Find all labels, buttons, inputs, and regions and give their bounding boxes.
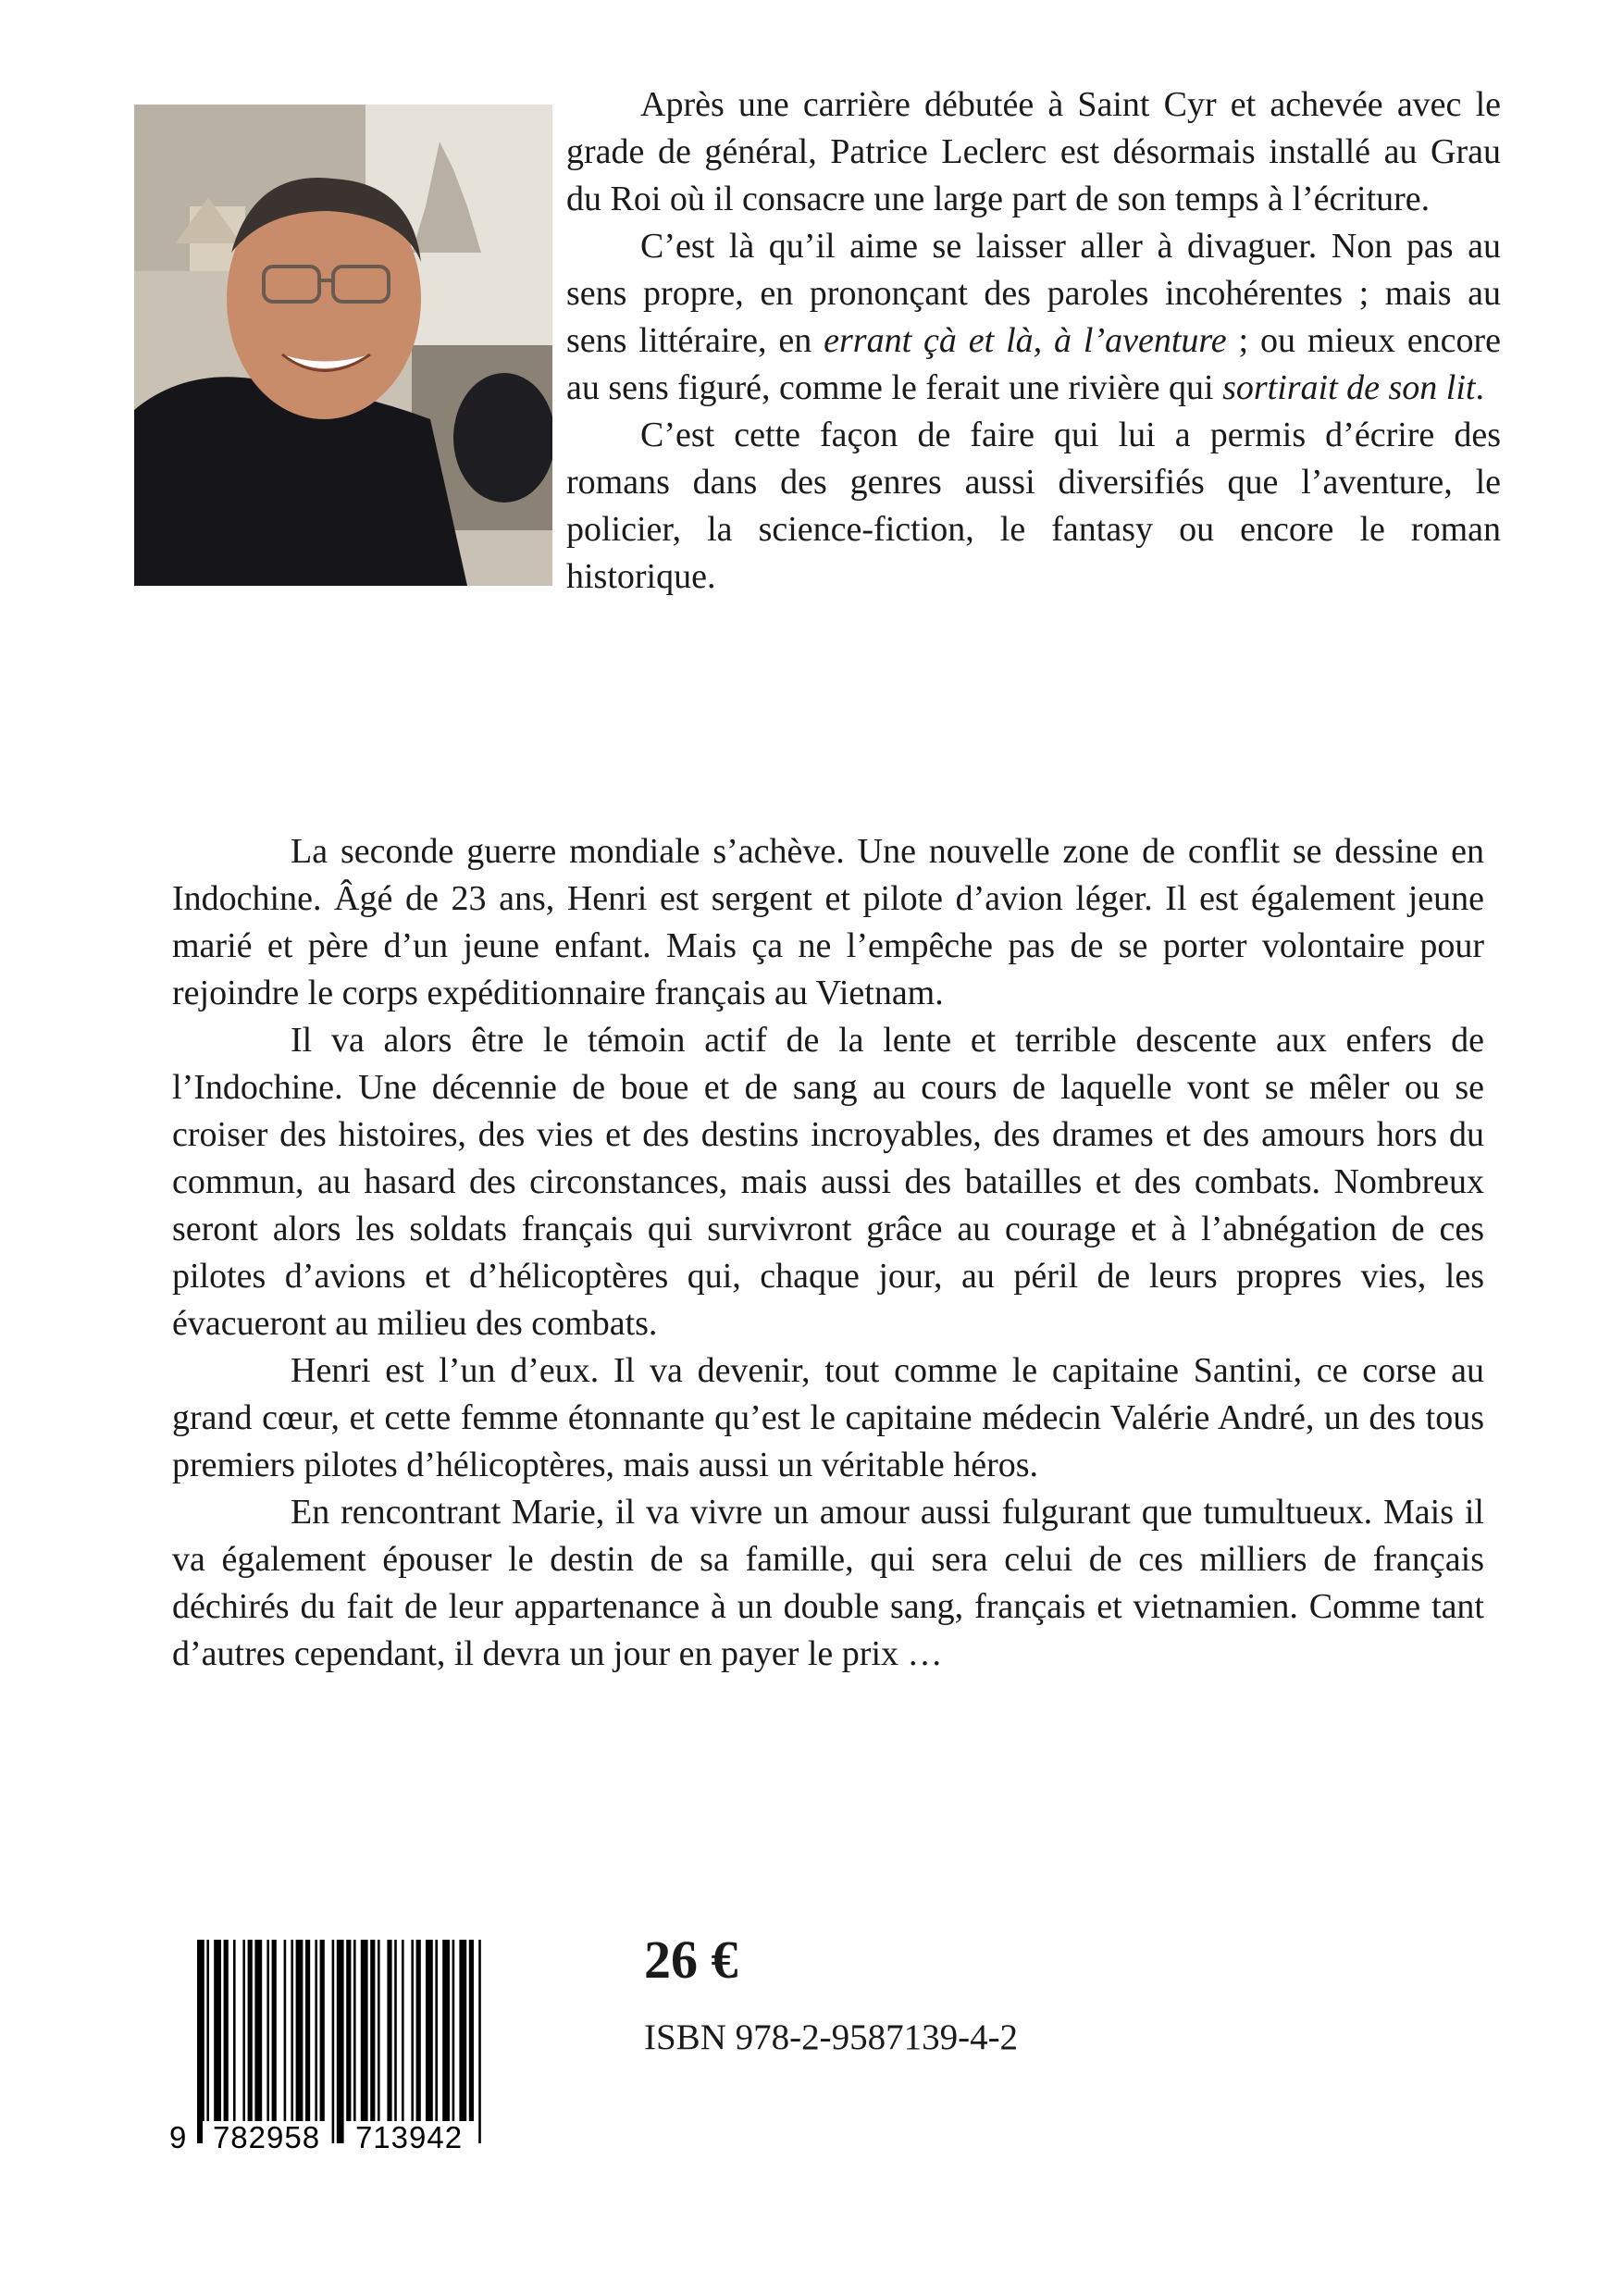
barcode-bar xyxy=(346,1940,351,2121)
barcode-bar xyxy=(224,1940,229,2121)
synopsis-paragraph: En rencontrant Marie, il va vivre un amour aussi fulgurant que tumultueux. Mais il va également épouser le destin de sa famille, qui sera celui de ces milliers de français déchirés du fait de leur appartenance à un double sang, français et vietnamien. Comme tant d’autres cependant, il devra un jour en payer le prix … xyxy=(172,1493,1484,1673)
bio-text: ; ou mieux encore au sens figuré, comme le ferait une rivière qui xyxy=(566,321,1501,407)
barcode-digits xyxy=(169,2121,495,2154)
bio-italic-text: errant çà et là, à l’aventure xyxy=(824,321,1227,360)
price: 26 € xyxy=(644,1930,738,1990)
barcode-bar xyxy=(394,1940,397,2121)
isbn-number: ISBN 978-2-9587139-4-2 xyxy=(644,2017,1019,2057)
barcode-bar xyxy=(442,1940,450,2121)
barcode-bar xyxy=(435,1940,438,2121)
book-synopsis xyxy=(172,828,1484,1678)
barcode-bar xyxy=(272,1940,277,2121)
synopsis-paragraph: Henri est l’un d’eux. Il va devenir, tout comme le capitaine Santini, ce corse au grand cœur, et cette femme étonnante qu’est le capitaine médecin Valérie André, un des tous premiers pilotes d’hélicoptères, mais aussi un véritable héros. xyxy=(172,1351,1484,1484)
barcode-bar xyxy=(469,1940,474,2121)
barcode-bar xyxy=(387,1940,391,2121)
barcode-bar xyxy=(296,1940,304,2121)
barcode-bar xyxy=(353,1940,356,2121)
author-biography xyxy=(566,81,1501,601)
barcode-bar xyxy=(478,1940,481,2143)
isbn-barcode xyxy=(169,1940,495,2154)
bio-paragraph xyxy=(566,223,1501,412)
barcode-bar xyxy=(242,1940,245,2121)
barcode-bar xyxy=(378,1940,380,2121)
barcode-right-group: 713942 xyxy=(345,2121,473,2154)
barcode-bar xyxy=(426,1940,433,2121)
barcode-bar xyxy=(361,1940,368,2121)
bio-paragraph: Après une carrière débutée à Saint Cyr et achevée avec le grade de général, Patrice Leclerc est désormais installé au Grau du Roi où il consacre une large part de son temps à l’écriture. xyxy=(566,85,1501,218)
barcode-bar xyxy=(337,1940,344,2143)
barcode-bar xyxy=(214,1940,221,2121)
barcode-bar xyxy=(284,1940,287,2121)
barcode-bar xyxy=(411,1940,414,2121)
barcode-bar xyxy=(305,1940,310,2121)
barcode-bar xyxy=(459,1940,466,2121)
barcode-bar xyxy=(254,1940,262,2121)
barcode-bar xyxy=(320,1940,325,2121)
barcode-left-group: 782958 xyxy=(203,2121,330,2154)
barcode-bar xyxy=(197,1940,204,2143)
barcode-bar xyxy=(266,1940,269,2121)
barcode-first-digit: 9 xyxy=(169,2120,187,2154)
barcode-bar xyxy=(248,1940,253,2121)
barcode-bar xyxy=(452,1940,455,2121)
bio-paragraph: C’est cette façon de faire qui lui a permis d’écrire des romans dans des genres aussi diversifiés que l’aventure, le policier, la science-fiction, le fantasy ou encore le roman historique. xyxy=(566,416,1501,596)
bio-text: . xyxy=(1475,368,1484,407)
barcode-bar xyxy=(370,1940,375,2121)
synopsis-paragraph: La seconde guerre mondiale s’achève. Une nouvelle zone de conflit se dessine en Indochine. Âgé de 23 ans, Henri est sergent et pilote d’avion léger. Il est également jeune marié et père d’un jeune enfant. Mais ça ne l’empêche pas de se porter volontaire pour rejoindre le corps expéditionnaire français au Vietnam. xyxy=(172,832,1484,1012)
barcode-bar xyxy=(233,1940,236,2121)
barcode-bar xyxy=(291,1940,293,2121)
bio-text: C’est là qu’il aime se laisser aller à divaguer. Non pas au sens propre, en prononçant des paroles incohérentes ; mais au sens littéraire, en xyxy=(566,227,1501,360)
barcode-bar xyxy=(315,1940,317,2121)
synopsis-paragraph: Il va alors être le témoin actif de la lente et terrible descente aux enfers de l’Indochine. Une décennie de boue et de sang au cours de laquelle vont se mêler ou se croiser des histoires, des vies et des destins incroyables, des drames et des amours hors du commun, au hasard des circonstances, mais aussi des batailles et des combats. Nombreux seront alors les soldats français qui survivront grâce au courage et à l’abnégation de ces pilotes d’avions et d’hélicoptères qui, chaque jour, au péril de leurs propres vies, les évacueront au milieu des combats. xyxy=(172,1021,1484,1343)
author-photo xyxy=(134,105,552,586)
barcode-bar xyxy=(206,1940,209,2121)
barcode-bar xyxy=(402,1940,404,2121)
bio-italic-text: sortirait de son lit xyxy=(1222,368,1476,407)
barcode-bar xyxy=(416,1940,421,2121)
barcode-bar xyxy=(332,1940,335,2143)
